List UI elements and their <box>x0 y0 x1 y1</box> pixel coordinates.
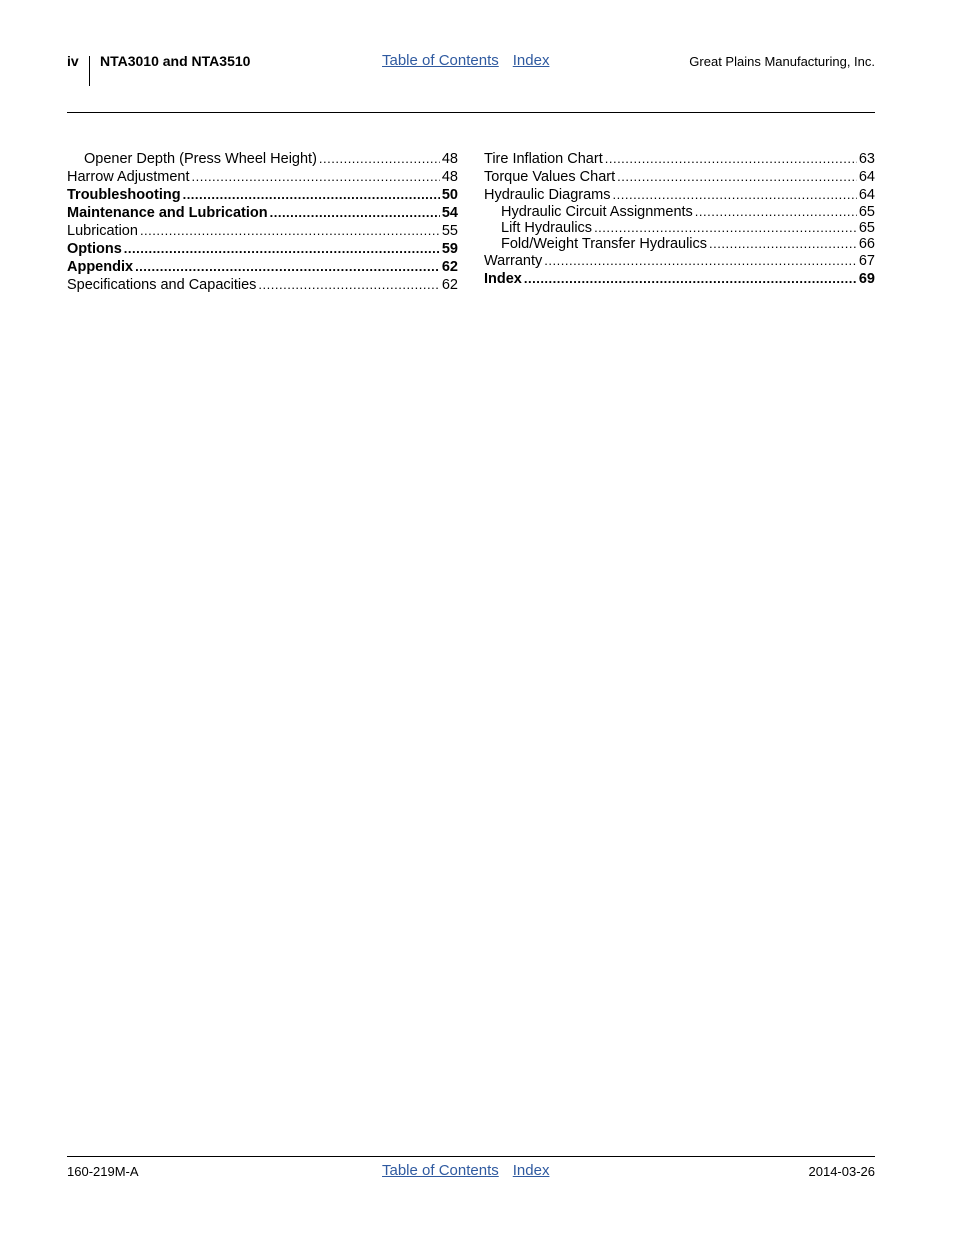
toc-leader-dots <box>605 150 857 168</box>
toc-entry-page: 65 <box>858 204 875 220</box>
toc-entry-title: Hydraulic Diagrams <box>484 187 611 203</box>
toc-leader-dots <box>183 186 440 204</box>
header-toc-link[interactable]: Table of Contents <box>382 52 499 69</box>
toc-leader-dots <box>192 168 440 186</box>
toc-entry-page: 50 <box>441 187 458 203</box>
toc-entry-page: 67 <box>858 253 875 269</box>
toc-entry[interactable] <box>484 220 875 236</box>
toc-entry-title: Lift Hydraulics <box>501 220 593 236</box>
header-rule <box>67 112 875 113</box>
toc-entry[interactable] <box>67 150 458 168</box>
toc-entry-title: Troubleshooting <box>67 187 181 203</box>
toc-entry-page: 62 <box>441 277 458 293</box>
footer-rule <box>67 1156 875 1157</box>
toc-leader-dots <box>124 240 440 258</box>
toc-entry[interactable] <box>484 270 875 288</box>
toc-left-column <box>67 150 458 294</box>
toc-leader-dots <box>709 236 857 252</box>
header-nav <box>382 52 549 69</box>
page-footer <box>67 1160 875 1190</box>
toc-entry-page: 48 <box>441 151 458 167</box>
toc-entry[interactable] <box>67 204 458 222</box>
toc-leader-dots <box>319 150 440 168</box>
toc-entry-page: 55 <box>441 223 458 239</box>
toc-leader-dots <box>270 204 440 222</box>
toc-entry[interactable] <box>484 252 875 270</box>
company-name: Great Plains Manufacturing, Inc. <box>689 54 875 69</box>
toc-entry[interactable] <box>67 240 458 258</box>
toc-leader-dots <box>544 252 857 270</box>
toc-leader-dots <box>617 168 857 186</box>
toc-entry-title: Maintenance and Lubrication <box>67 205 268 221</box>
header-index-link[interactable]: Index <box>512 52 550 69</box>
toc-entry-title: Lubrication <box>67 223 138 239</box>
toc-entry[interactable] <box>484 236 875 252</box>
toc-entry-title: Warranty <box>484 253 543 269</box>
toc-entry[interactable] <box>67 186 458 204</box>
toc-entry-title: Index <box>484 271 522 287</box>
toc-entry-page: 69 <box>858 271 875 287</box>
header-divider <box>89 56 90 86</box>
toc-entry-page: 48 <box>441 169 458 185</box>
toc-leader-dots <box>695 204 857 220</box>
toc-leader-dots <box>140 222 440 240</box>
toc-entry-page: 54 <box>441 205 458 221</box>
toc-leader-dots <box>135 258 440 276</box>
page-header <box>67 50 875 90</box>
toc-right-column <box>484 150 875 288</box>
document-title: NTA3010 and NTA3510 <box>100 53 251 69</box>
footer-nav <box>382 1162 549 1179</box>
toc-leader-dots <box>594 220 857 236</box>
toc-entry[interactable] <box>484 186 875 204</box>
toc-entry-page: 64 <box>858 169 875 185</box>
toc-entry-title: Specifications and Capacities <box>67 277 257 293</box>
toc-leader-dots <box>524 270 857 288</box>
toc-entry[interactable] <box>67 168 458 186</box>
footer-index-link[interactable]: Index <box>512 1162 550 1179</box>
toc-entry-title: Harrow Adjustment <box>67 169 190 185</box>
document-date: 2014-03-26 <box>808 1164 875 1179</box>
toc-entry[interactable] <box>484 150 875 168</box>
toc-entry-page: 64 <box>858 187 875 203</box>
document-number: 160-219M-A <box>67 1164 139 1179</box>
toc-entry-page: 63 <box>858 151 875 167</box>
toc-entry[interactable] <box>484 204 875 220</box>
toc-entry-title: Fold/Weight Transfer Hydraulics <box>501 236 708 252</box>
toc-entry-page: 65 <box>858 220 875 236</box>
toc-entry-title: Tire Inflation Chart <box>484 151 603 167</box>
toc-entry[interactable] <box>67 222 458 240</box>
page-number: iv <box>67 53 79 69</box>
toc-entry-title: Appendix <box>67 259 134 275</box>
toc-leader-dots <box>613 186 857 204</box>
toc-entry[interactable] <box>67 276 458 294</box>
toc-entry-page: 62 <box>441 259 458 275</box>
toc-leader-dots <box>258 276 439 294</box>
toc-entry-page: 66 <box>858 236 875 252</box>
toc-entry-title: Opener Depth (Press Wheel Height) <box>84 151 317 167</box>
toc-entry-title: Options <box>67 241 122 257</box>
toc-entry-title: Torque Values Chart <box>484 169 616 185</box>
toc-entry-page: 59 <box>441 241 458 257</box>
footer-toc-link[interactable]: Table of Contents <box>382 1162 499 1179</box>
toc-entry-title: Hydraulic Circuit Assignments <box>501 204 693 220</box>
toc-entry[interactable] <box>484 168 875 186</box>
toc-entry[interactable] <box>67 258 458 276</box>
